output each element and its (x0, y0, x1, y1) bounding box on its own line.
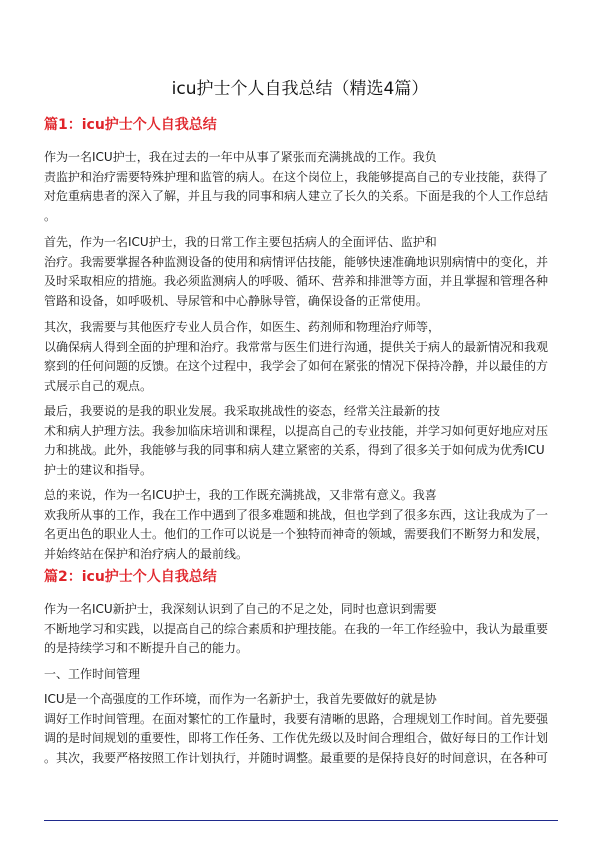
text-line: 以确保病人得到全面的护理和治疗。我常常与医生们进行沟通，提供关于病人的最新情况和我观 (44, 339, 549, 354)
text-line: 名更出色的职业人士。他们的工作可以说是一个独特而神奇的领域，需要我们不断努力和发展， (44, 527, 549, 541)
paragraph (44, 318, 564, 396)
text-line: 察到的任何问题的反馈。在这个过程中，我学会了如何在紧张的情况下保持冷静，并以最佳的方 (44, 359, 549, 373)
text-line: 责监护和治疗需要特殊护理和监管的病人。在这个岗位上，我能够提高自己的专业技能，获得了 (44, 169, 549, 184)
text-line: 。其次，我要严格按照工作计划执行，并随时调整。最重要的是保持良好的时间意识，在各种可 (44, 750, 549, 765)
text-line: 其次，我需要与其他医疗专业人员合作，如医生、药剂师和物理治疗师等， (44, 320, 441, 334)
text-line: 作为一名ICU新护士，我深刻认识到了自己的不足之处，同时也意识到需要 (44, 602, 437, 616)
paragraph (44, 486, 564, 564)
text-line: 的是持续学习和不断提升自己的能力。 (44, 641, 249, 655)
text-line: 总的来说，作为一名ICU护士，我的工作既充满挑战，又非常有意义。我喜 (44, 488, 437, 502)
text-line: 治疗。我需要掌握各种监测设备的使用和病情评估技能，能够快速准确地识别病情中的变化，并 (44, 254, 549, 269)
subheading-line: 一、工作时间管理 (44, 667, 141, 681)
text-line: ICU是一个高强度的工作环境，而作为一名新护士，我首先要做好的就是协 (44, 692, 437, 706)
text-line: 调的是时间规划的重要性，即将工作任务、工作优先级以及时间合理组合，做好每日的工作计划 (44, 731, 549, 745)
text-line: 并始终站在保护和治疗病人的最前线。 (44, 546, 249, 561)
text-line: 护士的建议和指导。 (44, 462, 153, 477)
document-title: icu护士个人自我总结（精选4篇） (171, 79, 429, 99)
text-line: 作为一名ICU护士，我在过去的一年中从事了紧张而充满挑战的工作。我负 (44, 150, 437, 164)
text-line: 调好工作时间管理。在面对繁忙的工作量时，我要有清晰的思路，合理规划工作时间。首先要强 (44, 711, 549, 726)
text-line: 不断地学习和实践，以提高自己的综合素质和护理技能。在我的一年工作经验中，我认为最重要 (44, 621, 549, 636)
text-line: 对危重病患者的深入了解，并且与我的同事和病人建立了长久的关系。下面是我的个人工作总结 (44, 189, 549, 203)
text-line: 欢我所从事的工作，我在工作中遇到了很多难题和挑战，但也学到了很多东西，这让我成为了一 (44, 507, 549, 522)
paragraph (44, 148, 564, 226)
paragraph (44, 600, 564, 659)
section-heading-2: 篇2：icu护士个人自我总结 (44, 569, 217, 585)
paragraph (44, 665, 564, 685)
text-line: 及时采取相应的措施。我必须监测病人的呼吸、循环、营养和排泄等方面，并且掌握和管理各种 (44, 274, 549, 288)
text-line: 式展示自己的观点。 (44, 378, 153, 393)
text-line: 术和病人护理方法。我参加临床培训和课程，以提高自己的专业技能，并学习如何更好地应对压 (44, 423, 549, 438)
paragraph (44, 402, 564, 480)
text-line: 管路和设备，如呼吸机、导尿管和中心静脉导管，确保设备的正常使用。 (44, 293, 429, 308)
text-line: 。 (44, 208, 57, 223)
section-heading-1: 篇1：icu护士个人自我总结 (44, 117, 217, 133)
text-line: 力和挑战。此外，我能够与我的同事和病人建立紧密的关系，得到了很多关于如何成为优秀ICU (44, 443, 545, 457)
text-line: 最后，我要说的是我的职业发展。我采取挑战性的姿态，经常关注最新的技 (44, 404, 441, 418)
paragraph (44, 690, 564, 768)
text-line: 首先，作为一名ICU护士，我的日常工作主要包括病人的全面评估、监护和 (44, 235, 437, 249)
paragraph (44, 233, 564, 311)
footer-divider (44, 820, 558, 821)
